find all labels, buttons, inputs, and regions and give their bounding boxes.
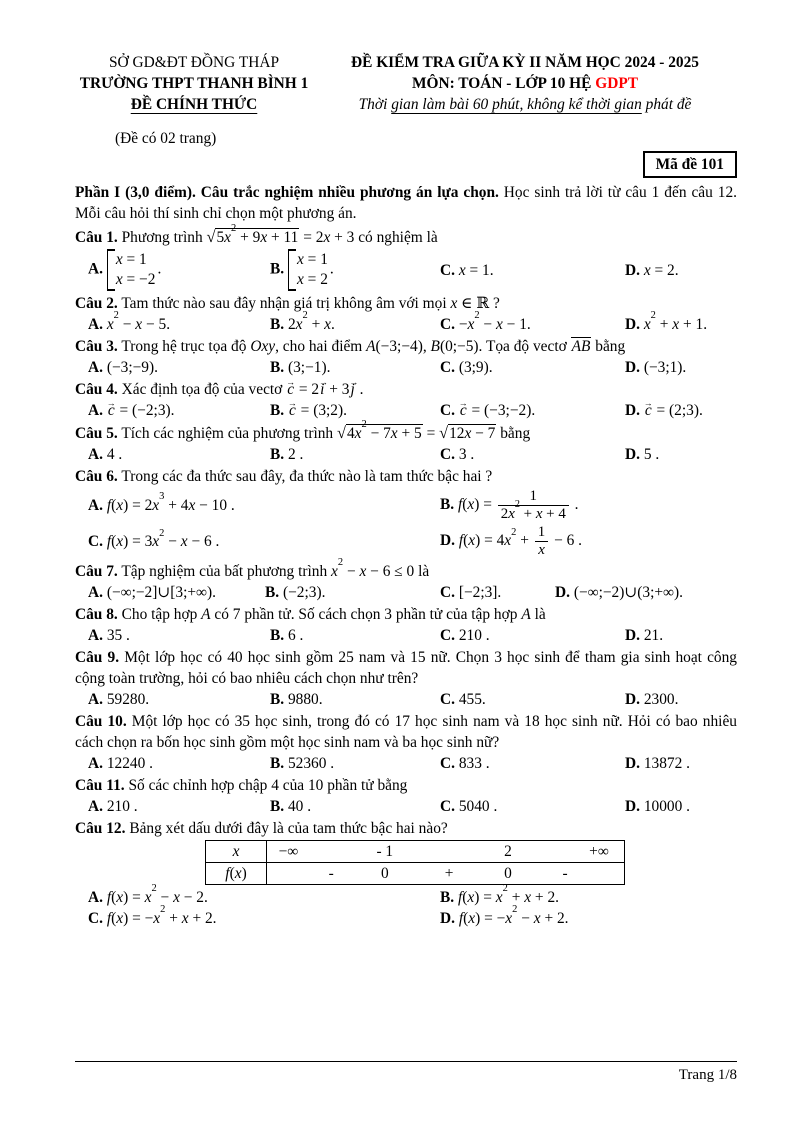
sign-table-cell: - bbox=[328, 864, 334, 882]
sign-table-row bbox=[206, 841, 624, 863]
option-b: B. 9880. bbox=[270, 690, 323, 708]
sign-table-values bbox=[267, 841, 624, 862]
option-d: D. (−3;1). bbox=[625, 359, 687, 376]
question-options bbox=[75, 796, 737, 817]
part1-intro: Phần I (3,0 điểm). Câu trắc nghiệm nhiều phương án lựa chọn. Học sinh trả lời từ câu 1 đến câu 12. Mỗi câu hỏi thí sinh chỉ chọn một phương án. bbox=[75, 184, 737, 222]
exam-code-box: Mã đề 101 bbox=[643, 151, 737, 178]
question-stem: Phương trình $√5x^2 + 9x + 11 = 2x + 3$ có nghiệm là bbox=[121, 223, 438, 246]
question-stem-line bbox=[75, 775, 737, 796]
question bbox=[75, 818, 737, 929]
question-stem-line bbox=[75, 466, 737, 487]
option-d: D. 2300. bbox=[625, 690, 679, 708]
option-a: A. → c = (−2;3). bbox=[88, 400, 270, 421]
question-label: Câu 2. bbox=[75, 295, 118, 312]
sign-table-label: f(x) bbox=[206, 863, 267, 884]
header-left bbox=[75, 52, 313, 115]
option-b: B. 6 . bbox=[270, 626, 304, 644]
subject-line bbox=[313, 73, 737, 94]
sign-table-cell: 2 bbox=[504, 842, 512, 860]
option-a: A. 59280. bbox=[88, 690, 150, 708]
pages-note: (Đề có 02 trang) bbox=[115, 130, 217, 147]
question-label: Câu 1. bbox=[75, 229, 118, 246]
sign-table-cell: 0 bbox=[504, 864, 512, 882]
duration-line: Thời gian làm bài 60 phút, không kể thời gian phát đề bbox=[358, 96, 692, 113]
option-a: A. $x^2 - x - 5$. bbox=[88, 310, 171, 333]
question-options bbox=[75, 582, 737, 603]
option-c: C. 833 . bbox=[440, 754, 490, 772]
option-b: B. (3;−1). bbox=[270, 359, 331, 376]
question-stem-line bbox=[75, 647, 737, 689]
page-number: Trang 1/8 bbox=[678, 1067, 737, 1083]
option-a: A. (−3;−9). bbox=[88, 359, 158, 376]
option-b: B. 40 . bbox=[270, 797, 312, 815]
question-label: Câu 9. bbox=[75, 648, 120, 666]
option-a: A. $f(x) = 2x^3 + 4x - 10$ . bbox=[88, 491, 235, 514]
option-a: A. x = 1 x = −2 . bbox=[88, 248, 270, 292]
option-b: B. $2x^2 + x$. bbox=[270, 310, 335, 333]
question-options bbox=[75, 689, 737, 710]
sign-table-cell: - bbox=[562, 864, 568, 882]
sign-table-row bbox=[206, 863, 624, 884]
question-options bbox=[75, 310, 737, 335]
option-b: B. $f(x) = x^2 + x + 2$. bbox=[440, 883, 559, 906]
header bbox=[75, 52, 737, 115]
option-b: B. f(x) = $\frac{1}{2x^2 + x + 4}$ . bbox=[440, 488, 579, 522]
option-a: A. 35 . bbox=[88, 626, 130, 644]
question-stem-line bbox=[75, 419, 737, 444]
question-stem-line bbox=[75, 711, 737, 753]
question bbox=[75, 293, 737, 335]
option-a: A. 12240 . bbox=[88, 754, 153, 772]
sign-table-cell: 0 bbox=[380, 864, 389, 882]
question-label: Câu 3. bbox=[75, 338, 118, 355]
question-stem-line bbox=[75, 557, 737, 582]
question-options bbox=[75, 625, 737, 646]
option-c: C. 5040 . bbox=[440, 797, 498, 815]
option-d: D. 13872 . bbox=[625, 754, 690, 772]
question bbox=[75, 775, 737, 817]
option-d: D. x = 2. bbox=[625, 261, 679, 279]
question-label: Câu 5. bbox=[75, 425, 118, 442]
question-options bbox=[75, 400, 737, 421]
sign-table-cell: −∞ bbox=[278, 842, 299, 860]
option-b: B. 2 . bbox=[270, 446, 304, 463]
option-b: B. x = 1 x = 2 . bbox=[270, 248, 440, 292]
question-label: Câu 12. bbox=[75, 819, 126, 837]
question-options bbox=[75, 444, 737, 465]
question-label: Câu 6. bbox=[75, 468, 118, 485]
question-options bbox=[75, 357, 737, 378]
option-d: D. 10000 . bbox=[625, 797, 690, 815]
option-b: B. 52360 . bbox=[270, 754, 335, 772]
sign-table-cell: +∞ bbox=[589, 842, 609, 860]
option-d: D. $x^2 + x + 1$. bbox=[625, 310, 708, 333]
option-c: C. [−2;3]. bbox=[440, 583, 502, 601]
sign-table bbox=[205, 840, 625, 885]
question-stem: Trong các đa thức sau đây, đa thức nào là tam thức bậc hai ? bbox=[121, 468, 493, 485]
option-d: D. $f(x) = 4x^2$ + $\frac{1}{x}$ − 6 . bbox=[440, 524, 583, 559]
option-c: C. → c = (−3;−2). bbox=[440, 400, 625, 421]
option-b: B. (−2;3). bbox=[265, 583, 326, 601]
program-highlight: GDPT bbox=[595, 75, 639, 92]
option-c: C. (3;9). bbox=[440, 359, 493, 376]
question bbox=[75, 711, 737, 774]
option-a: A. (−∞;−2]∪[3;+∞). bbox=[88, 583, 216, 601]
option-c: C. 3 . bbox=[440, 446, 475, 463]
official-exam-label: ĐỀ CHÍNH THỨC bbox=[130, 96, 258, 113]
question-label: Câu 7. bbox=[75, 562, 118, 580]
question-stem-line bbox=[75, 604, 737, 625]
option-c: C. 455. bbox=[440, 690, 486, 708]
question-stem: Một lớp học có 40 học sinh gồm 25 nam và 15 nữ. Chọn 3 học sinh để tham gia sinh hoạt công cộng toàn trường, hỏi có bao nhiêu cách chọn như trên? bbox=[75, 648, 737, 687]
question-stem: Bảng xét dấu dưới đây là của tam thức bậc hai nào? bbox=[129, 819, 448, 837]
question-options bbox=[75, 883, 737, 929]
question bbox=[75, 557, 737, 603]
question-options bbox=[75, 753, 737, 774]
option-a: A. 4 . bbox=[88, 446, 123, 463]
school-name: TRƯỜNG THPT THANH BÌNH 1 bbox=[79, 75, 309, 92]
question-stem: Số các chỉnh hợp chập 4 của 10 phần tử bằng bbox=[128, 776, 408, 794]
question-stem-line bbox=[75, 379, 737, 400]
question-stem: Xác định tọa độ của vectơ → c = 2→ i + 3→ j . bbox=[122, 381, 364, 398]
header-right bbox=[313, 52, 737, 115]
page-footer bbox=[75, 1061, 737, 1086]
question-stem-line bbox=[75, 293, 737, 314]
question-stem: Trong hệ trục tọa độ Oxy, cho hai điểm A(−3;−4), B(0;−5). Tọa độ vectơ AB bằng bbox=[121, 338, 626, 355]
question bbox=[75, 223, 737, 292]
question-stem: Tích các nghiệm của phương trình $√4x^2 - 7x + 5 = √12x - 7$ bằng bbox=[121, 419, 531, 442]
department-name: SỞ GD&ĐT ĐỒNG THÁP bbox=[108, 54, 280, 71]
option-c: C. $f(x) = -x^2 + x + 2$. bbox=[88, 904, 217, 927]
sign-table-cell: + bbox=[444, 864, 454, 882]
question bbox=[75, 419, 737, 465]
sign-table-label: x bbox=[206, 841, 267, 862]
option-d: D. → c = (2;3). bbox=[625, 400, 737, 421]
question-options bbox=[75, 487, 737, 560]
question bbox=[75, 379, 737, 421]
question-stem-line bbox=[75, 336, 737, 357]
question-label: Câu 10. bbox=[75, 712, 127, 730]
option-d: D. $f(x) = -x^2 - x + 2$. bbox=[440, 904, 569, 927]
option-c: C. x = 1. bbox=[440, 261, 494, 279]
sign-table-values bbox=[267, 863, 624, 884]
exam-title: ĐỀ KIỂM TRA GIỮA KỲ II NĂM HỌC 2024 - 2025 bbox=[350, 54, 700, 71]
question-stem: Cho tập hợp A có 7 phần tử. Số cách chọn 3 phần tử của tập hợp A là bbox=[121, 605, 546, 623]
question-stem: Một lớp học có 35 học sinh, trong đó có 17 học sinh nam và 18 học sinh nữ. Hỏi có bao nhiêu cách chọn ra bốn học sinh gồm một học sinh nam và ba học sinh nữ? bbox=[75, 712, 737, 751]
subject-text: MÔN: TOÁN - LỚP 10 HỆ bbox=[411, 75, 596, 92]
option-c: C. $f(x) = 3x^2 - x - 6$ . bbox=[88, 527, 220, 551]
question bbox=[75, 466, 737, 560]
question-stem-line bbox=[75, 223, 737, 248]
question-stem: Tập nghiệm của bất phương trình $x^2 - x - 6 \le 0$ là bbox=[121, 557, 430, 580]
question-stem: Tam thức nào sau đây nhận giá trị không âm với mọi x ∈ ℝ ? bbox=[121, 295, 500, 312]
option-b: B. → c = (3;2). bbox=[270, 400, 440, 421]
question bbox=[75, 336, 737, 378]
question-options bbox=[75, 248, 737, 292]
question bbox=[75, 604, 737, 646]
option-c: C. $-x^2 - x - 1$. bbox=[440, 310, 531, 333]
option-a: A. 210 . bbox=[88, 797, 138, 815]
option-d: D. 21. bbox=[625, 626, 664, 644]
option-a: A. $f(x) = x^2 - x - 2$. bbox=[88, 883, 208, 906]
question-label: Câu 4. bbox=[75, 381, 118, 398]
question-label: Câu 8. bbox=[75, 605, 118, 623]
option-c: C. 210 . bbox=[440, 626, 490, 644]
sign-table-cell: - 1 bbox=[376, 842, 394, 860]
option-d: D. (−∞;−2)∪(3;+∞). bbox=[555, 583, 683, 601]
question-label: Câu 11. bbox=[75, 776, 125, 794]
question-stem-line bbox=[75, 818, 737, 839]
question bbox=[75, 647, 737, 710]
option-d: D. 5 . bbox=[625, 446, 660, 463]
questions-list bbox=[75, 223, 737, 929]
